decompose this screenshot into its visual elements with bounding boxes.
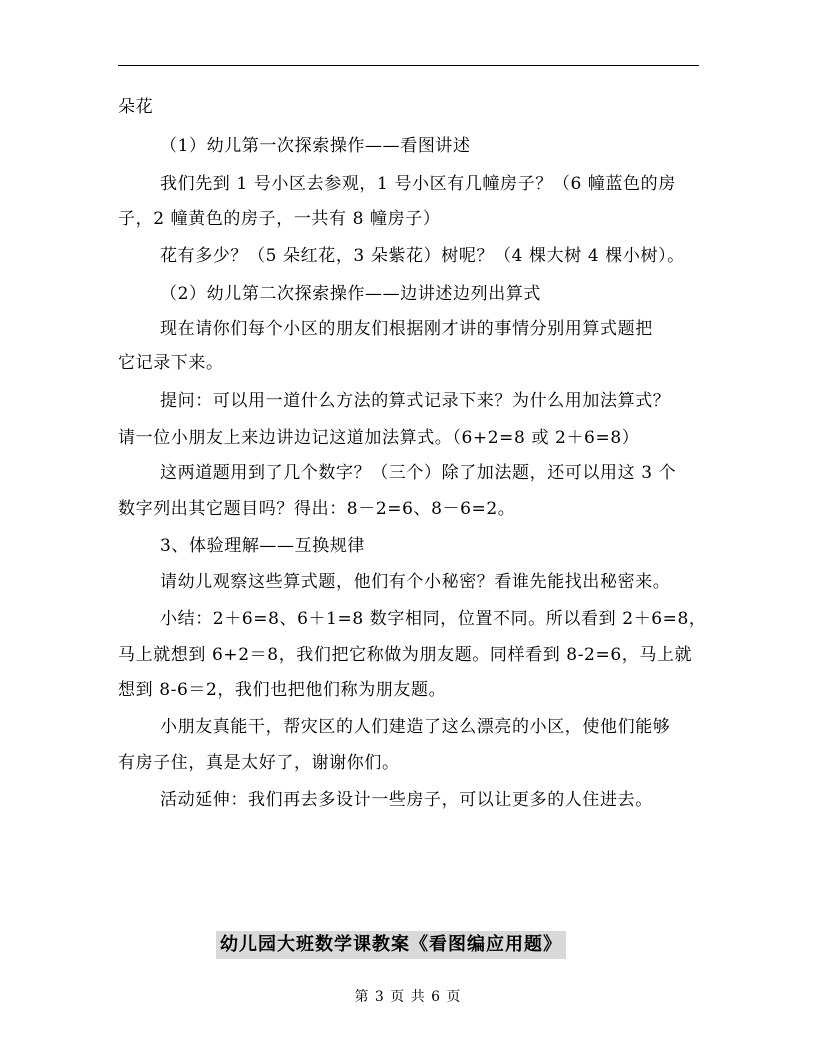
body-line: 花有多少？（5 朵红花，3 朵紫花）树呢？（4 棵大树 4 棵小树）。 bbox=[160, 246, 685, 266]
body-line: 它记录下来。 bbox=[118, 353, 224, 373]
body-line: （2）幼儿第二次探索操作——边讲述边列出算式 bbox=[160, 284, 542, 304]
body-line: 现在请你们每个小区的朋友们根据刚才讲的事情分别用算式题把 bbox=[160, 319, 653, 339]
body-line: 小朋友真能干，帮灾区的人们建造了这么漂亮的小区，使他们能够 bbox=[160, 717, 671, 737]
body-line: 3、体验理解——互换规律 bbox=[160, 536, 366, 556]
body-line: 请一位小朋友上来边讲边记这道加法算式。（6+2=8 或 2＋6=8） bbox=[118, 428, 640, 448]
body-line: 子，2 幢黄色的房子，一共有 8 幢房子） bbox=[118, 209, 441, 229]
body-line: （1）幼儿第一次探索操作——看图讲述 bbox=[160, 136, 471, 156]
body-line: 这两道题用到了几个数字？（三个）除了加法题，还可以用这 3 个 bbox=[160, 463, 677, 483]
body-line: 马上就想到 6+2＝8，我们把它称做为朋友题。同样看到 8-2=6，马上就 bbox=[118, 645, 693, 665]
document-title: 幼儿园大班数学课教案《看图编应用题》 bbox=[216, 931, 566, 959]
body-line: 数字列出其它题目吗？得出：8－2=6、8－6=2。 bbox=[118, 499, 516, 519]
body-line: 有房子住，真是太好了，谢谢你们。 bbox=[118, 753, 400, 773]
body-line: 活动延伸：我们再去多设计一些房子，可以让更多的人住进去。 bbox=[160, 790, 653, 810]
page-number: 第 3 页 共 6 页 bbox=[354, 989, 462, 1005]
body-line: 提问：可以用一道什么方法的算式记录下来？为什么用加法算式？ bbox=[160, 391, 671, 411]
body-line: 小结：2＋6=8、6＋1=8 数字相同，位置不同。所以看到 2＋6=8， bbox=[160, 609, 707, 629]
body-line: 我们先到 1 号小区去参观，1 号小区有几幢房子？（6 幢蓝色的房 bbox=[160, 174, 676, 194]
body-line: 朵花 bbox=[118, 97, 154, 117]
body-line: 请幼儿观察这些算式题，他们有个小秘密？看谁先能找出秘密来。 bbox=[160, 572, 671, 592]
header-rule bbox=[118, 65, 699, 66]
body-line: 想到 8-6＝2，我们也把他们称为朋友题。 bbox=[118, 680, 447, 700]
